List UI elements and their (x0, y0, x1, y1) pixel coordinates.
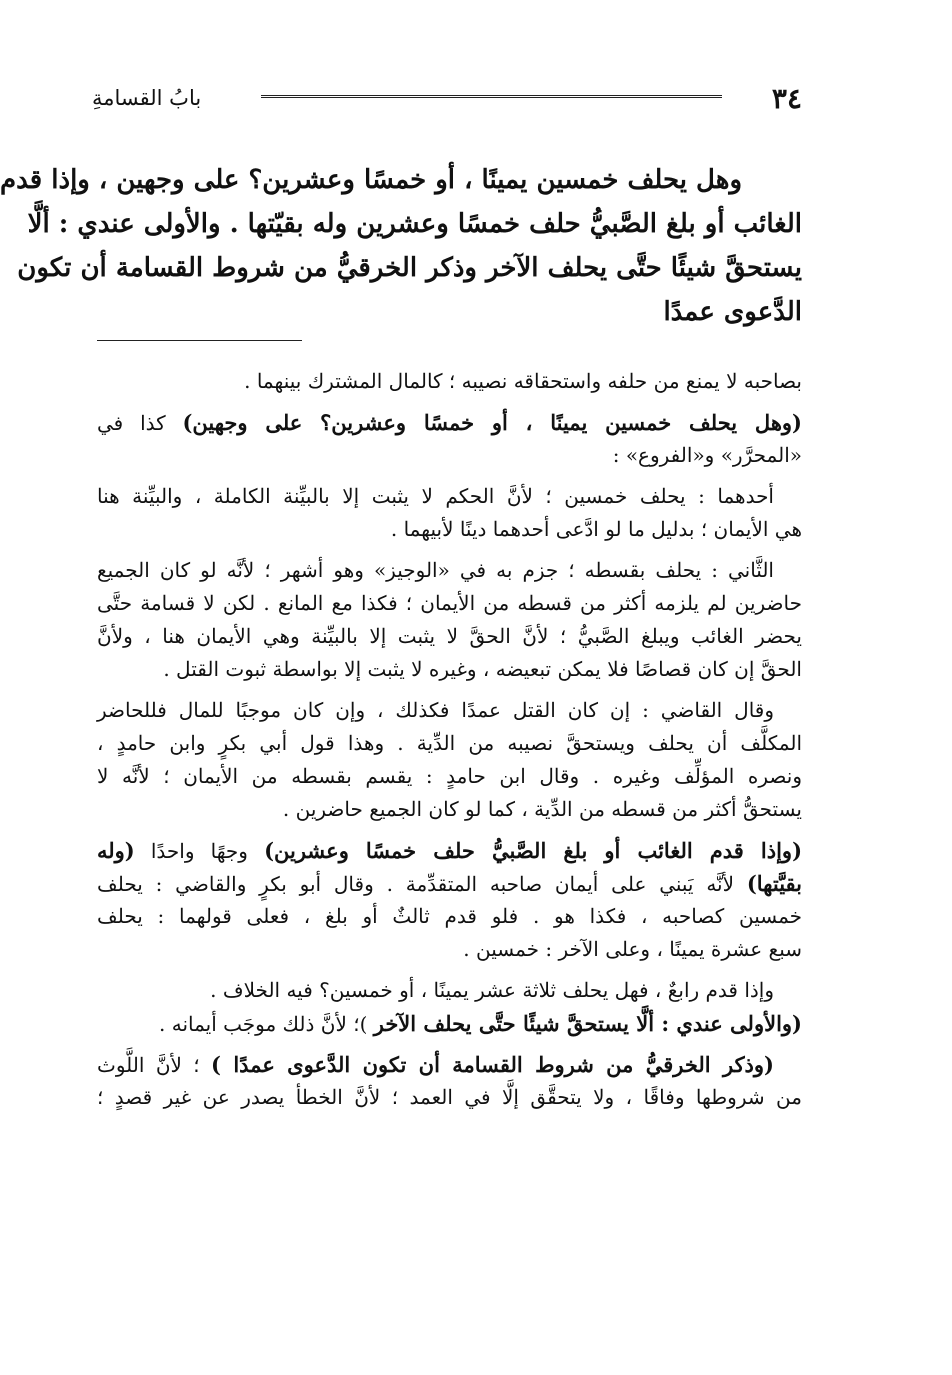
text-span: وجهًا واحدًا (134, 839, 265, 863)
text-line: خمسين كصاحبه ، فكذا هو . فلو قدم ثالثٌ أو بلغ ، فعلى قولهما : يحلف (97, 904, 802, 928)
commentary-paragraph (97, 480, 802, 546)
quoted-main-text: (وذكر الخرقيُّ من شروط القسامة أن تكون الدَّعوى عمدًا ) (211, 1052, 774, 1077)
page-number: ٣٤ (771, 81, 802, 115)
quoted-main-text: (وهل يحلف خمسين يمينًا ، أو خمسًا وعشرين؟ على وجهين) (182, 410, 802, 435)
text-line (97, 1048, 802, 1081)
page-header (92, 76, 802, 120)
text-line (97, 867, 802, 900)
text-line: الحقَّ إن كان قصاصًا فلا يمكن تبعيضه ، وغيره لا يثبت إلا بواسطة ثبوت القتل . (163, 657, 802, 681)
text-span: لأنَّه يَبني على أيمان صاحبه المتقدِّمة . وقال أبو بكرٍ والقاضي : يحلف (97, 872, 747, 896)
text-line (97, 1007, 802, 1040)
text-span: ؛ لأنَّ اللَّوث (97, 1053, 212, 1077)
text-line: ونصره المؤلِّف وغيره . وقال ابن حامدٍ : يقسم بقسطه من الأيمان ؛ لأنَّه لا (97, 764, 802, 788)
book-page (2, 0, 952, 1375)
quoted-main-text: بقيَّتها) (746, 871, 802, 896)
commentary-paragraph (97, 974, 802, 1040)
text-line (97, 406, 802, 439)
text-line: وإذا قدم رابعٌ ، فهل يحلف ثلاثة عشر يمينًا ، أو خمسين؟ فيه الخلاف . (210, 978, 774, 1002)
text-line: أحدهما : يحلف خمسين ؛ لأنَّ الحكم لا يثبت إلا بالبيِّنة الكاملة ، والبيِّنة هنا (97, 484, 774, 508)
text-line (97, 834, 802, 867)
main-text-line: الغائب أو بلغ الصَّبيُّ حلف خمسًا وعشرين وله بقيّتها . والأولى عندي : ألَّا (27, 209, 802, 239)
text-line: «المحرَّر» و«الفروع» : (612, 443, 802, 467)
commentary-paragraph (97, 554, 802, 686)
header-rule (261, 95, 722, 102)
text-line: يستحقُّ أكثر من قسطه من الدِّية ، كما لو كان الجميع حاضرين . (282, 797, 802, 821)
text-line: هي الأيمان ؛ بدليل ما لو ادَّعى أحدهما دينًا لأبيهما . (390, 517, 802, 541)
commentary-paragraph (97, 365, 802, 398)
quoted-main-text: (وله (97, 838, 135, 863)
text-line: حاضرين لم يلزمه أكثر من قسطه من الأيمان ؛ فكذا مع المانع . لكن لا قسامة حتَّى (97, 591, 802, 615)
commentary-paragraph (97, 834, 802, 966)
separator-rule (97, 340, 302, 341)
text-line: الثَّاني : يحلف بقسطه ؛ جزم به في «الوجيز» وهو أشهر ؛ لأنَّه لو كان الجميع (97, 558, 774, 582)
main-text-line: يستحقَّ شيئًا حتَّى يحلف الآخر وذكر الخرقيُّ من شروط القسامة أن تكون (17, 253, 802, 283)
main-text-line: وهل يحلف خمسين يمينًا ، أو خمسًا وعشرين؟ على وجهين ، وإذا قدم (0, 165, 742, 195)
text-span: كذا في (97, 411, 183, 435)
main-text-block (0, 158, 802, 334)
text-line: وقال القاضي : إن كان القتل عمدًا فكذلك ، وإن كان موجبًا للمال فللحاضر (97, 698, 774, 722)
text-line: من شروطها وفاقًا ، ولا يتحقَّق إلَّا في العمد ؛ لأنَّ الخطأ يصدر عن غير قصدٍ ؛ (97, 1085, 802, 1109)
commentary-block (97, 365, 802, 1122)
text-span: )؛ لأنَّ ذلك موجَب أيمانه . (159, 1012, 374, 1036)
text-line: يحضر الغائب ويبلغ الصَّبيُّ ؛ لأنَّ الحقَّ لا يثبت إلا بالبيِّنة وهي الأيمان هنا ، ولأنَّ (97, 624, 802, 648)
text-line: المكلَّف أن يحلف ويستحقَّ نصيبه من الدِّية . وهذا قول أبي بكرٍ وابن حامدٍ ، (97, 731, 802, 755)
quoted-main-text: (وإذا قدم الغائب أو بلغ الصَّبيُّ حلف خمسًا وعشرين) (264, 838, 802, 863)
running-title: بابُ القسامةِ (92, 86, 202, 110)
commentary-paragraph (97, 694, 802, 826)
commentary-paragraph (97, 406, 802, 472)
quoted-main-text: (والأولى عندي : ألَّا يستحقَّ شيئًا حتَّى يحلف الآخر (373, 1011, 802, 1036)
text-line: بصاحبه لا يمنع من حلفه واستحقاقه نصيبه ؛ كالمال المشترك بينهما . (244, 369, 802, 393)
text-line: سبع عشرة يمينًا ، وعلى الآخر : خمسين . (463, 937, 802, 961)
main-text-line: الدَّعوى عمدًا (663, 297, 802, 327)
commentary-paragraph (97, 1048, 802, 1114)
